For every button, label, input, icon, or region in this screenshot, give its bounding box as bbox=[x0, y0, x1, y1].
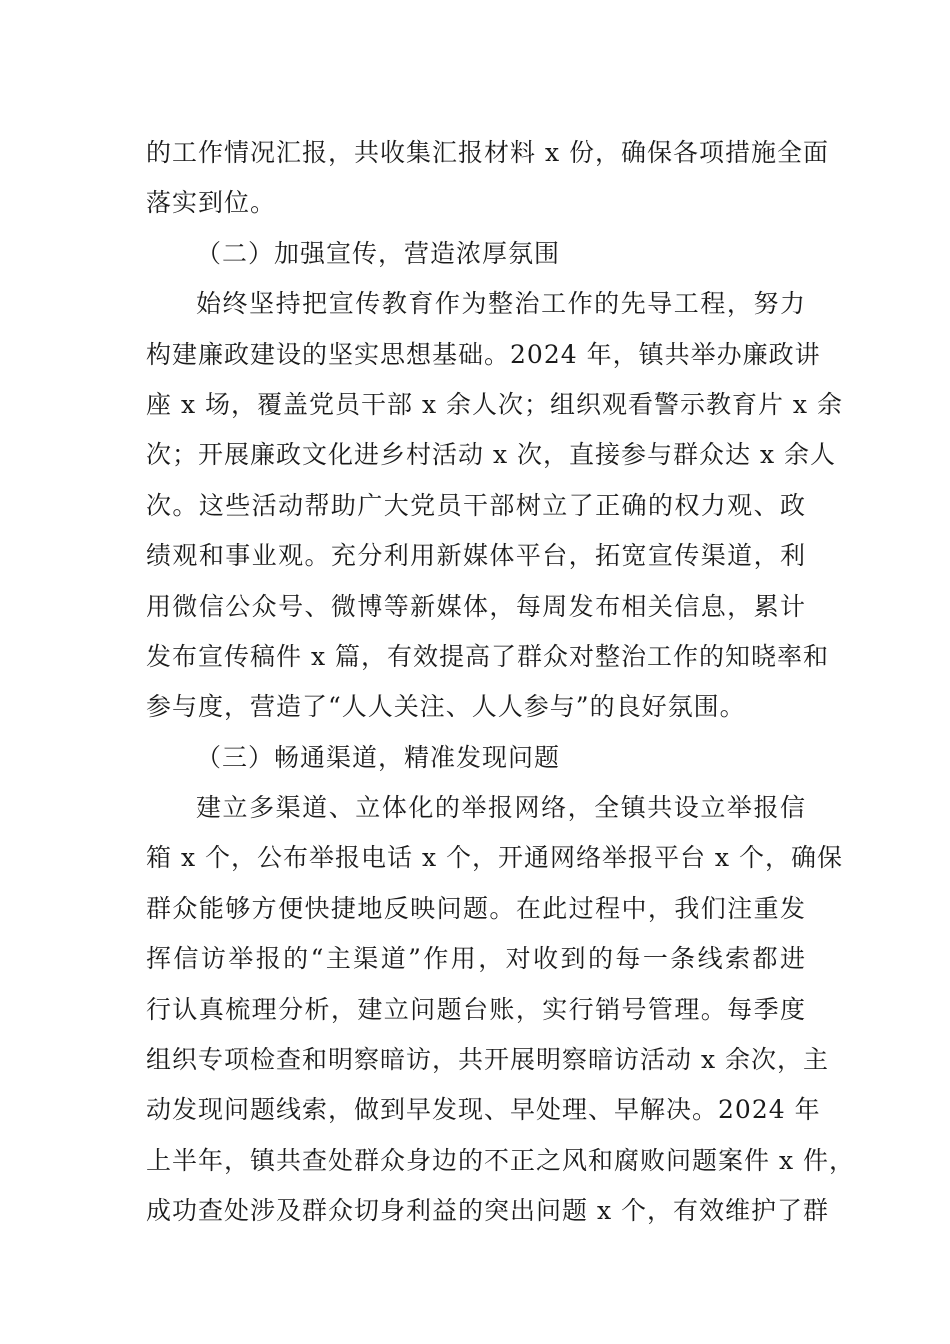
paragraph-line: 动发现问题线索，做到早发现、早处理、早解决。2024 年 bbox=[146, 1095, 821, 1125]
paragraph-line: 的工作情况汇报，共收集汇报材料 x 份，确保各项措施全面 bbox=[146, 138, 829, 167]
paragraph-line: 上半年，镇共查处群众身边的不正之风和腐败问题案件 x 件， bbox=[146, 1145, 855, 1175]
paragraph-line: 次。这些活动帮助广大党员干部树立了正确的权力观、政 bbox=[146, 490, 806, 520]
paragraph-line: 绩观和事业观。充分利用新媒体平台，拓宽宣传渠道，利 bbox=[146, 541, 806, 571]
paragraph-line: 始终坚持把宣传教育作为整治工作的先导工程，努力 bbox=[196, 289, 806, 319]
paragraph-line: 构建廉政建设的坚实思想基础。2024 年，镇共举办廉政讲 bbox=[146, 339, 821, 369]
paragraph-line: 群众能够方便快捷地反映问题。在此过程中，我们注重发 bbox=[146, 893, 806, 923]
section-heading: （二）加强宣传，营造浓厚氛围 bbox=[196, 238, 561, 268]
paragraph-line: 箱 x 个，公布举报电话 x 个，开通网络举报平台 x 个，确保 bbox=[146, 843, 843, 873]
paragraph-line: 挥信访举报的“主渠道”作用，对收到的每一条线索都进 bbox=[146, 944, 806, 974]
paragraph-line: 参与度，营造了“人人关注、人人参与”的良好氛围。 bbox=[146, 692, 746, 722]
paragraph-line: 行认真梳理分析，建立问题台账，实行销号管理。每季度 bbox=[146, 994, 806, 1024]
body-text bbox=[146, 128, 855, 1237]
paragraph-line: 成功查处涉及群众切身利益的突出问题 x 个，有效维护了群 bbox=[146, 1196, 829, 1226]
paragraph-line: 组织专项检查和明察暗访，共开展明察暗访活动 x 余次，主 bbox=[146, 1045, 829, 1075]
paragraph-line: 落实到位。 bbox=[146, 188, 277, 218]
paragraph-line: 发布宣传稿件 x 篇，有效提高了群众对整治工作的知晓率和 bbox=[146, 641, 829, 671]
paragraph-line: 建立多渠道、立体化的举报网络，全镇共设立举报信 bbox=[196, 793, 806, 823]
section-heading: （三）畅通渠道，精准发现问题 bbox=[196, 742, 561, 772]
paragraph-line: 用微信公众号、微博等新媒体，每周发布相关信息，累计 bbox=[146, 591, 806, 621]
paragraph-line: 次；开展廉政文化进乡村活动 x 次，直接参与群众达 x 余人 bbox=[146, 440, 836, 470]
paragraph-line: 座 x 场，覆盖党员干部 x 余人次；组织观看警示教育片 x 余 bbox=[146, 389, 843, 419]
